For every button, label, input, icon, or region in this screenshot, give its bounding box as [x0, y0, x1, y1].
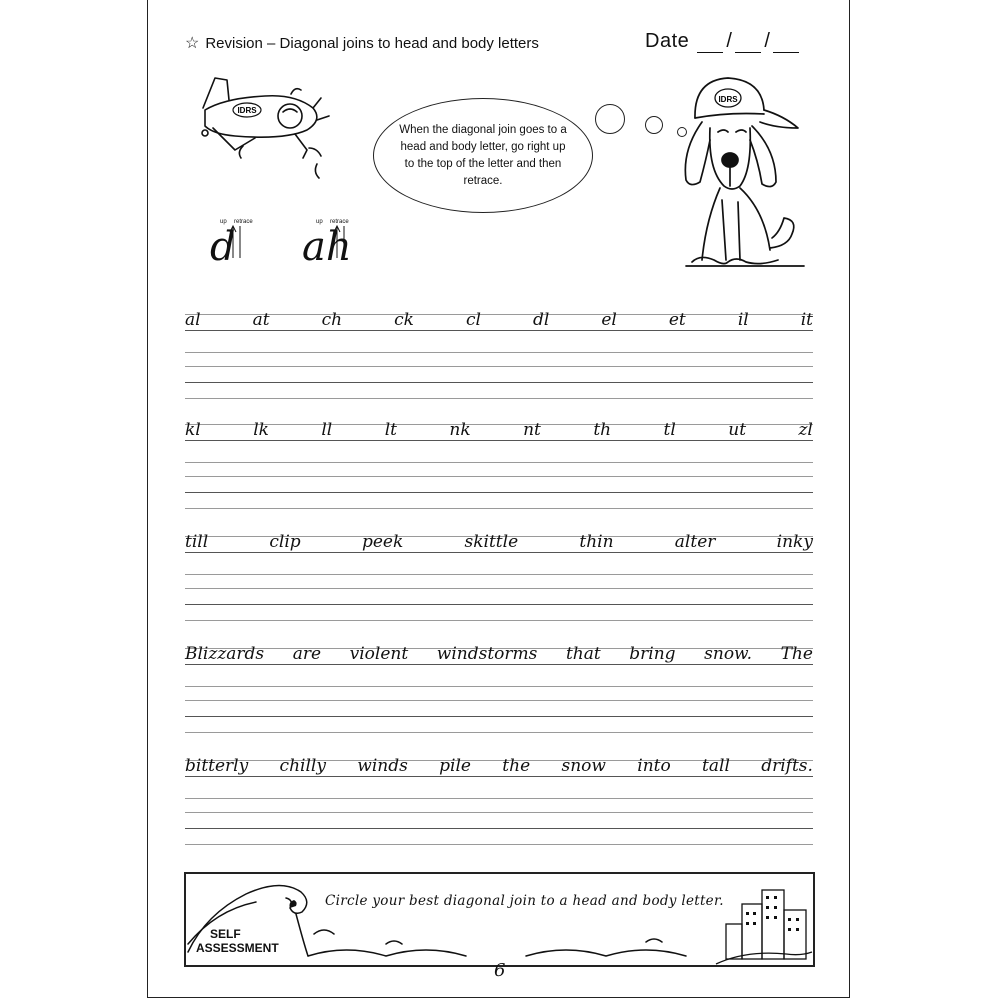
practice-word: lk — [253, 420, 269, 440]
practice-word: pile — [439, 756, 471, 776]
practice-word: chilly — [279, 756, 326, 776]
practice-word: violent — [349, 644, 409, 664]
date-label: Date — [645, 30, 690, 52]
demo-tag-up: up — [316, 219, 323, 225]
demo-tag-retrace: retrace — [234, 219, 253, 225]
practice-word: windstorms — [436, 644, 538, 664]
page-number: 6 — [494, 960, 506, 981]
practice-word: at — [252, 310, 270, 330]
demo-letters: ah — [302, 224, 352, 270]
date-month-line — [735, 38, 761, 53]
practice-words — [185, 310, 813, 330]
practice-word: il — [737, 310, 749, 330]
practice-words — [185, 420, 813, 440]
practice-word: tall — [702, 756, 730, 776]
self-assessment-label — [196, 927, 279, 955]
demo-arrow-ah — [332, 222, 352, 262]
practice-word: zl — [798, 420, 813, 440]
date-field: Date / / — [645, 30, 801, 53]
practice-word: that — [565, 644, 601, 664]
demo-arrow-d — [228, 222, 248, 262]
self-label-line1: SELF — [210, 927, 241, 941]
practice-row-3 — [185, 532, 813, 622]
practice-word: nk — [449, 420, 471, 440]
demo-tag-up: up — [220, 219, 227, 225]
practice-word: ck — [394, 310, 414, 330]
star-outline-icon: ☆ — [185, 35, 200, 52]
practice-word: lt — [384, 420, 397, 440]
practice-word: peek — [361, 532, 404, 552]
practice-word: clip — [269, 532, 301, 552]
practice-row-1 — [185, 310, 813, 400]
practice-word: skittle — [464, 532, 519, 552]
practice-word: Blizzards — [185, 644, 265, 664]
practice-word: et — [668, 310, 686, 330]
practice-word: th — [593, 420, 612, 440]
practice-word: drifts. — [761, 756, 813, 776]
practice-word: al — [185, 310, 201, 330]
demo-tag-retrace: retrace — [330, 219, 349, 225]
practice-word: into — [637, 756, 671, 776]
practice-words — [185, 644, 813, 664]
practice-word: snow. — [704, 644, 752, 664]
practice-word: cl — [465, 310, 481, 330]
demo-letters: d — [210, 224, 236, 270]
date-day-line — [697, 38, 723, 53]
practice-word: inky — [776, 532, 813, 552]
practice-word: ll — [321, 420, 333, 440]
plane-badge-text: IDRS — [237, 106, 257, 115]
thought-circle-large — [595, 104, 625, 134]
title-text: Revision – Diagonal joins to head and body letters — [205, 34, 539, 52]
practice-row-4 — [185, 644, 813, 734]
practice-word: snow — [561, 756, 606, 776]
dog-cap-badge-text: IDRS — [718, 95, 738, 104]
wave-illustration — [186, 874, 813, 965]
practice-word: kl — [185, 420, 201, 440]
practice-word: nt — [523, 420, 541, 440]
self-assessment-instruction: Circle your best diagonal join to a head and body letter. — [325, 893, 724, 909]
practice-word: are — [292, 644, 322, 664]
practice-word: The — [780, 644, 813, 664]
self-label-line2: ASSESSMENT — [196, 941, 279, 955]
airplane-illustration — [195, 68, 335, 183]
date-year-line — [773, 38, 799, 53]
practice-row-5 — [185, 756, 813, 846]
practice-word: el — [601, 310, 617, 330]
thought-bubble — [373, 98, 593, 213]
thought-circle-medium — [645, 116, 663, 134]
practice-word: ch — [321, 310, 343, 330]
practice-word: the — [502, 756, 531, 776]
practice-word: dl — [532, 310, 550, 330]
practice-word: ut — [728, 420, 747, 440]
practice-word: alter — [674, 532, 716, 552]
practice-word: thin — [579, 532, 614, 552]
dog-illustration — [680, 70, 810, 280]
thought-bubble-text: When the diagonal join goes to a head and body letter, go right up to the top of the letter and then retrace. — [399, 123, 567, 187]
practice-word: till — [185, 532, 209, 552]
practice-words — [185, 756, 813, 776]
practice-word: winds — [357, 756, 408, 776]
practice-word: bitterly — [185, 756, 249, 776]
practice-words — [185, 532, 813, 552]
practice-row-2 — [185, 420, 813, 510]
practice-word: bring — [629, 644, 676, 664]
practice-word: tl — [663, 420, 676, 440]
worksheet-title — [185, 33, 539, 53]
practice-word: it — [800, 310, 813, 330]
